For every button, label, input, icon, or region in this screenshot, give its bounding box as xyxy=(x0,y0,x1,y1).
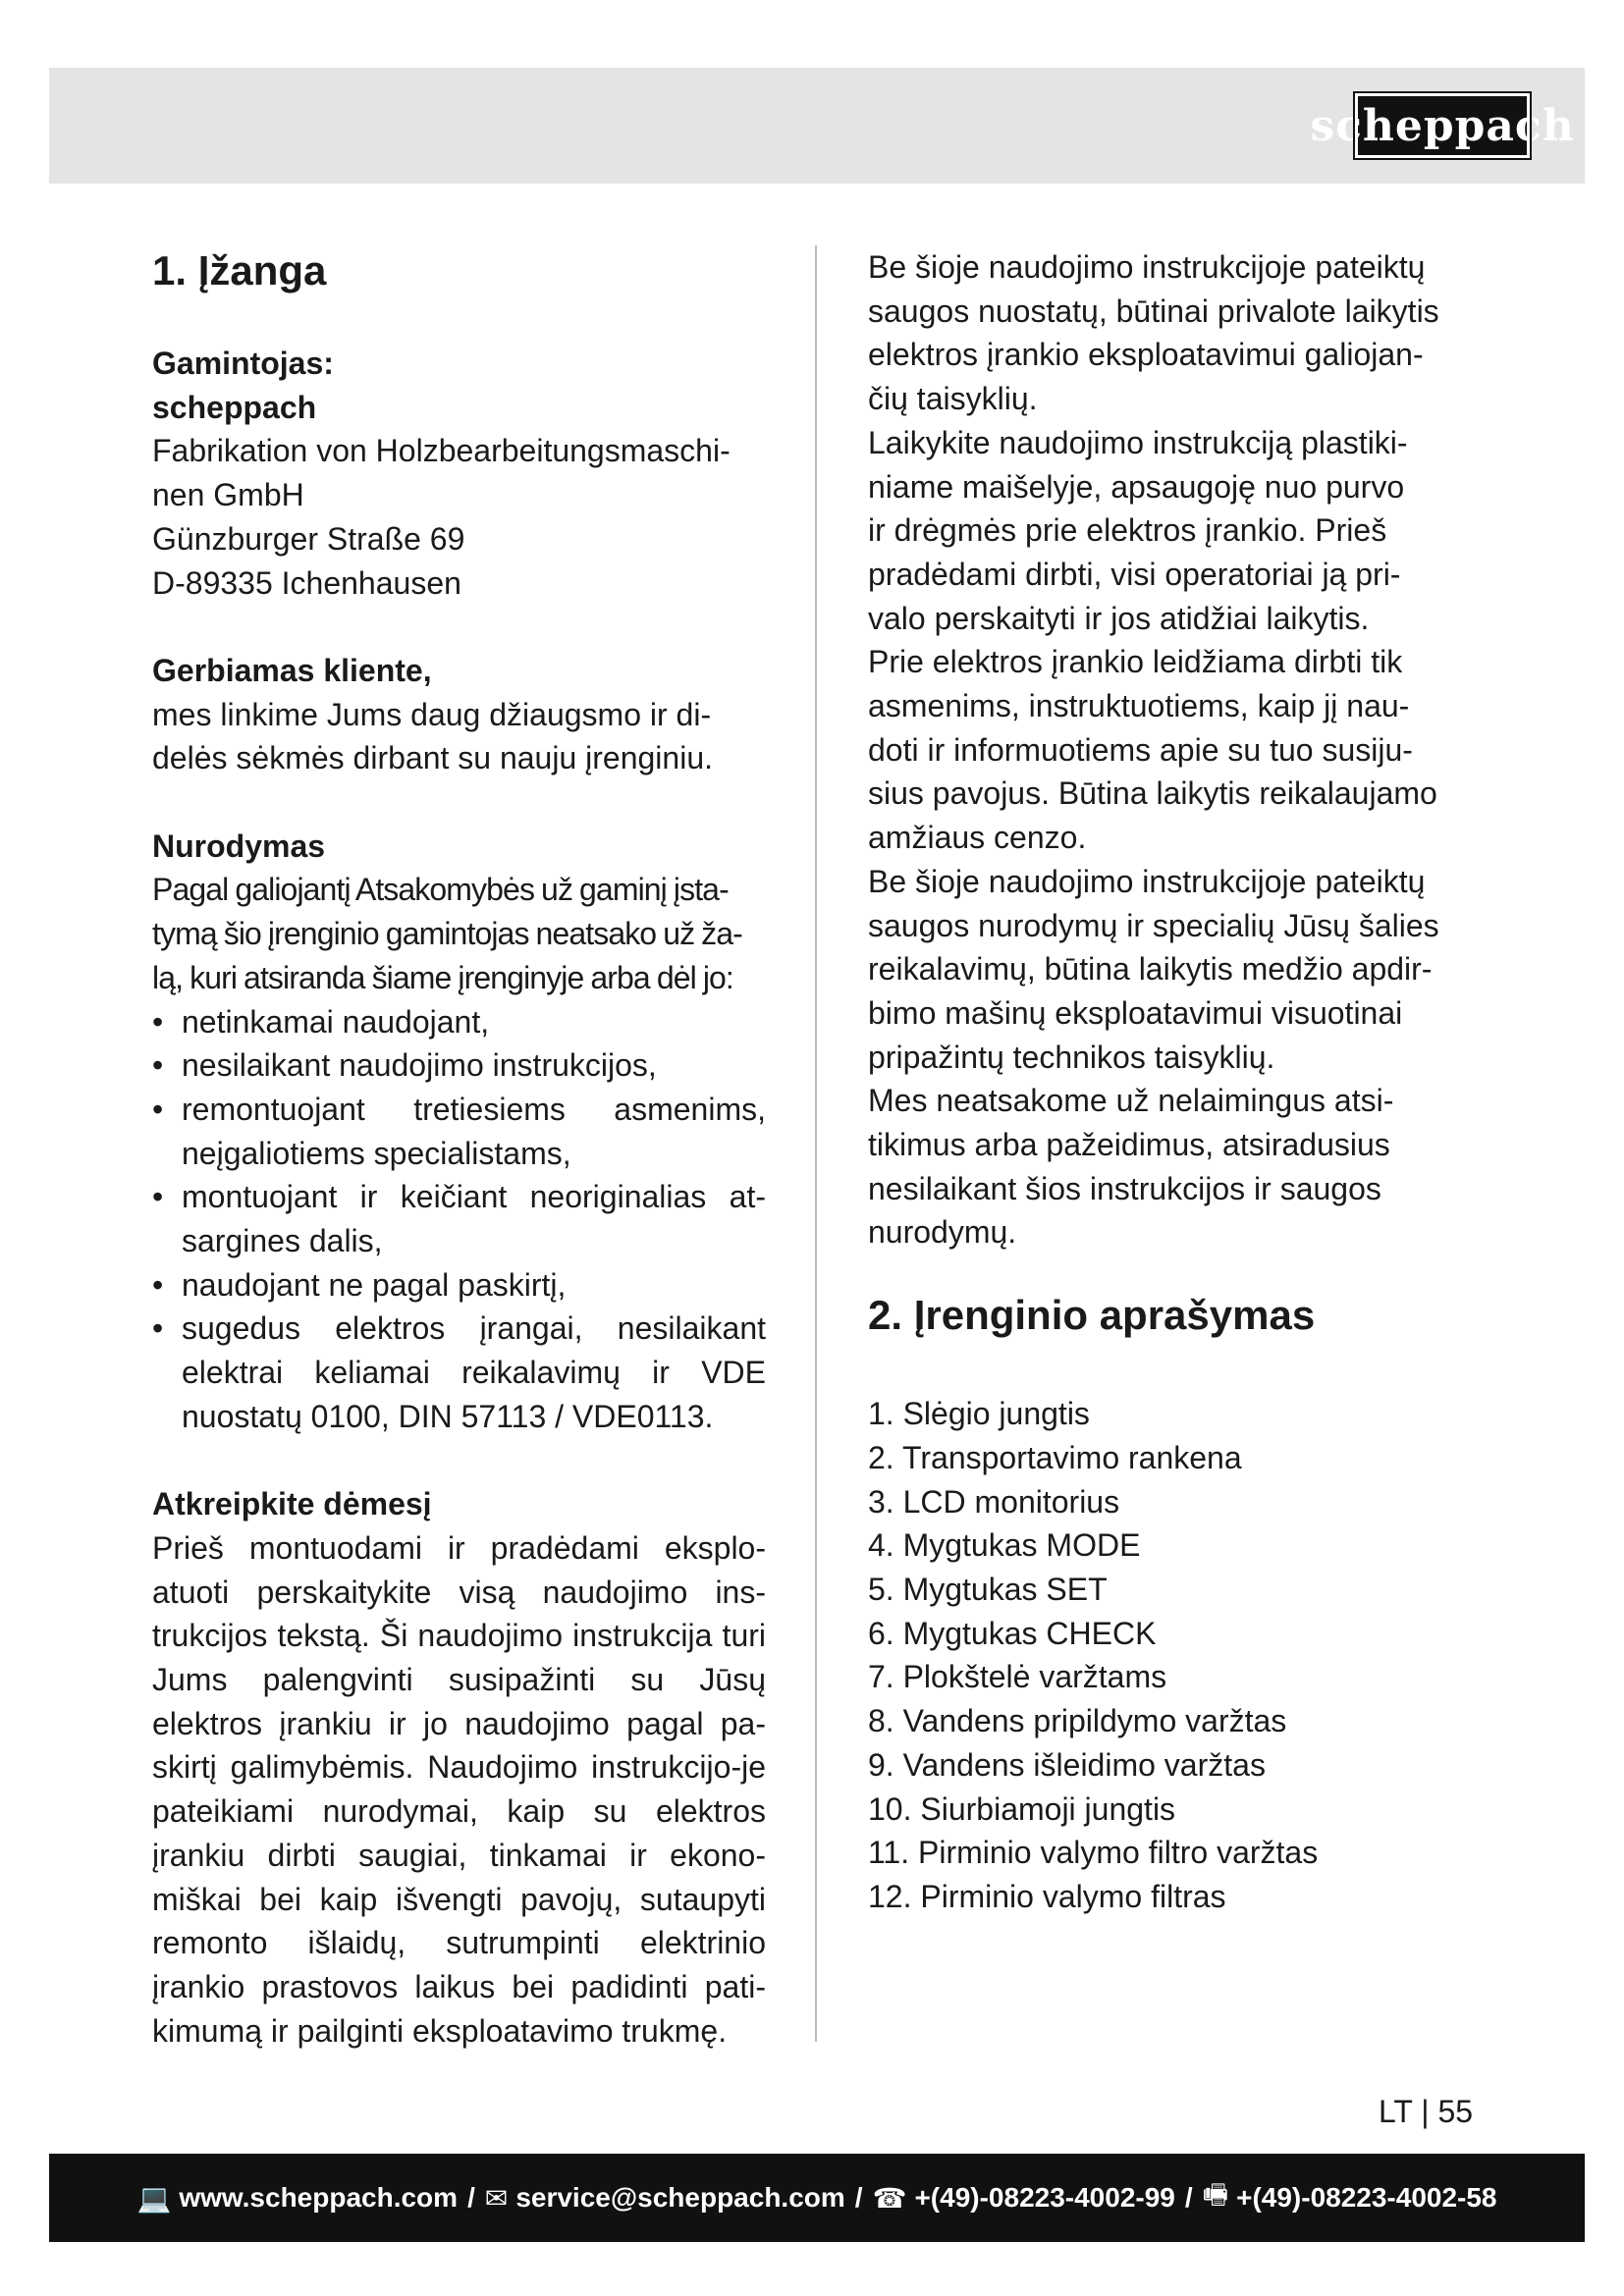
greeting-line: mes linkime Jums daug džiaugsmo ir di- xyxy=(152,696,712,732)
paragraph-line: Be šioje naudojimo instrukcijoje pateiktų xyxy=(868,863,1426,899)
paragraph-line: niame maišelyje, apsaugoję nuo purvo xyxy=(868,468,1405,505)
part-item: 10. Siurbiamoji jungtis xyxy=(868,1790,1176,1827)
bullet-item: • naudojant ne pagal paskirtį, xyxy=(152,1263,766,1308)
computer-icon: 💻 xyxy=(136,2182,172,2214)
greeting-title: Gerbiamas kliente, xyxy=(152,652,432,688)
paragraph-line: saugos nurodymų ir specialių Jūsų šalies xyxy=(868,907,1439,943)
paragraph-line: ir drėgmės prie elektros įrankio. Prieš xyxy=(868,512,1387,549)
attention-text: Prieš montuodami ir pradėdami eksplo-atuoti perskaitykite visą naudojimo ins-trukcijos tekstą. Ši naudojimo instrukcija turi Jums palengvinti susipažinti su Jūsų elektros įrankiu ir jo naudojimo pagal pa-skirtį galimybėmis. Naudojimo instrukcijo-je pateikiami nurodymai, kaip su elektros įrankiu dirbti saugiai, tinkamai ir ekono-miškai bei kaip išvengti pavojų, sutaupyti remonto išlaidų, sutrumpinti elektrinio įrankio prastovos laikus bei padidinti pati-kimumą ir pailginti eksploatavimo trukmę. xyxy=(152,1529,766,2049)
greeting-text xyxy=(152,693,766,780)
paragraph-line: pradėdami dirbti, visi operatoriai ją pri- xyxy=(868,556,1401,592)
right-column xyxy=(868,245,1487,1919)
bullet-item: • netinkamai naudojant, xyxy=(152,1000,766,1044)
phone-number[interactable]: +(49)-08223-4002-99 xyxy=(914,2182,1175,2213)
bullet-item: • nesilaikant naudojimo instrukcijos, xyxy=(152,1043,766,1088)
note-line: tymą šio įrenginio gamintojas neatsako už ža- xyxy=(152,916,742,952)
paragraph-line: doti ir informuotiems apie su tuo susiju- xyxy=(868,731,1413,768)
paragraph-line: tikimus arba pažeidimus, atsiradusius xyxy=(868,1127,1390,1163)
page-number: LT | 55 xyxy=(1379,2094,1474,2129)
safety-paragraph-2 xyxy=(868,860,1487,1255)
footer-band xyxy=(49,2154,1585,2242)
mail-icon: ✉ xyxy=(484,2182,509,2214)
parts-list xyxy=(868,1392,1487,1918)
fax-icon: 🖷 xyxy=(1202,2179,1229,2210)
address-line: Fabrikation von Holzbearbeitungsmaschi- xyxy=(152,433,731,469)
note-title: Nurodymas xyxy=(152,828,326,864)
note-line: lą, kuri atsiranda šiame įrenginyje arba dėl jo: xyxy=(152,959,733,995)
part-item: 7. Plokštelė varžtams xyxy=(868,1659,1167,1695)
address-line: D-89335 Ichenhausen xyxy=(152,564,461,601)
paragraph-line: saugos nuostatų, būtinai privalote laikytis xyxy=(868,293,1439,329)
header-band xyxy=(49,68,1585,184)
paragraph-line: čių taisyklių. xyxy=(868,381,1038,417)
address-line: nen GmbH xyxy=(152,477,304,513)
paragraph-line: sius pavojus. Būtina laikytis reikalaujamo xyxy=(868,775,1437,812)
section-2-title: 2. Įrenginio aprašymas xyxy=(868,1292,1316,1339)
paragraph-line: Prie elektros įrankio leidžiama dirbti tik xyxy=(868,644,1403,680)
footer-separator: / xyxy=(467,2182,475,2213)
safety-paragraph xyxy=(868,245,1487,860)
part-item: 5. Mygtukas SET xyxy=(868,1571,1108,1607)
part-item: 1. Slėgio jungtis xyxy=(868,1396,1090,1432)
section-1-title: 1. Įžanga xyxy=(152,247,327,294)
paragraph-line: bimo mašinų eksploatavimui visuotinai xyxy=(868,994,1403,1031)
paragraph-line: asmenims, instruktuotiems, kaip jį nau- xyxy=(868,688,1410,724)
bullet-item: • remontuojant tretiesiems asmenims, neįgaliotiems specialistams, xyxy=(152,1088,766,1175)
part-item: 12. Pirminio valymo filtras xyxy=(868,1878,1226,1914)
paragraph-line: Laikykite naudojimo instrukciją plastiki- xyxy=(868,424,1408,460)
column-divider xyxy=(815,245,817,2042)
part-item: 9. Vandens išleidimo varžtas xyxy=(868,1746,1266,1783)
paragraph-line: elektros įrankio eksploatavimui galiojan- xyxy=(868,337,1424,373)
paragraph-line: valo perskaityti ir jos atidžiai laikytis. xyxy=(868,600,1370,636)
scheppach-logo: scheppach xyxy=(1355,93,1530,158)
paragraph-line: nurodymų. xyxy=(868,1214,1017,1251)
greeting-line: delės sėkmės dirbant su nauju įrenginiu. xyxy=(152,740,713,776)
paragraph-line: Be šioje naudojimo instrukcijoje pateiktų xyxy=(868,249,1426,285)
note-line: Pagal galiojantį Atsakomybės už gaminį įsta- xyxy=(152,872,729,908)
paragraph-line: amžiaus cenzo. xyxy=(868,820,1087,856)
note-text xyxy=(152,868,766,999)
liability-bullet-list xyxy=(152,1000,766,1439)
part-item: 2. Transportavimo rankena xyxy=(868,1439,1242,1475)
paragraph-line: pripažintų technikos taisyklių. xyxy=(868,1039,1275,1075)
part-item: 8. Vandens pripildymo varžtas xyxy=(868,1703,1287,1739)
attention-title: Atkreipkite dėmesį xyxy=(152,1486,432,1522)
part-item: 11. Pirminio valymo filtro varžtas xyxy=(868,1835,1319,1871)
part-item: 6. Mygtukas CHECK xyxy=(868,1615,1157,1651)
paragraph-line: nesilaikant šios instrukcijos ir saugos xyxy=(868,1170,1381,1206)
footer-separator: / xyxy=(1184,2182,1193,2213)
part-item: 3. LCD monitorius xyxy=(868,1483,1120,1520)
fax-number: +(49)-08223-4002-58 xyxy=(1236,2182,1497,2213)
part-item: 4. Mygtukas MODE xyxy=(868,1527,1141,1564)
paragraph-line: Mes neatsakome už nelaimingus atsi- xyxy=(868,1083,1394,1119)
bullet-item: • sugedus elektros įrangai, nesilaikant elektrai keliamai reikalavimų ir VDE nuostatų 0100, DIN 57113 / VDE0113. xyxy=(152,1307,766,1438)
manufacturer-address xyxy=(152,429,766,605)
email-link[interactable]: service@scheppach.com xyxy=(515,2182,845,2213)
footer-separator: / xyxy=(854,2182,863,2213)
manufacturer-label: Gamintojas: xyxy=(152,346,334,381)
address-line: Günzburger Straße 69 xyxy=(152,520,465,557)
website-link[interactable]: www.scheppach.com xyxy=(179,2182,459,2213)
manufacturer-brand: scheppach xyxy=(152,389,317,425)
left-column xyxy=(152,245,766,2053)
paragraph-line: reikalavimų, būtina laikytis medžio apdir- xyxy=(868,951,1433,988)
bullet-item: • montuojant ir keičiant neoriginalias at-sargines dalis, xyxy=(152,1175,766,1262)
phone-icon: ☎ xyxy=(872,2182,907,2214)
